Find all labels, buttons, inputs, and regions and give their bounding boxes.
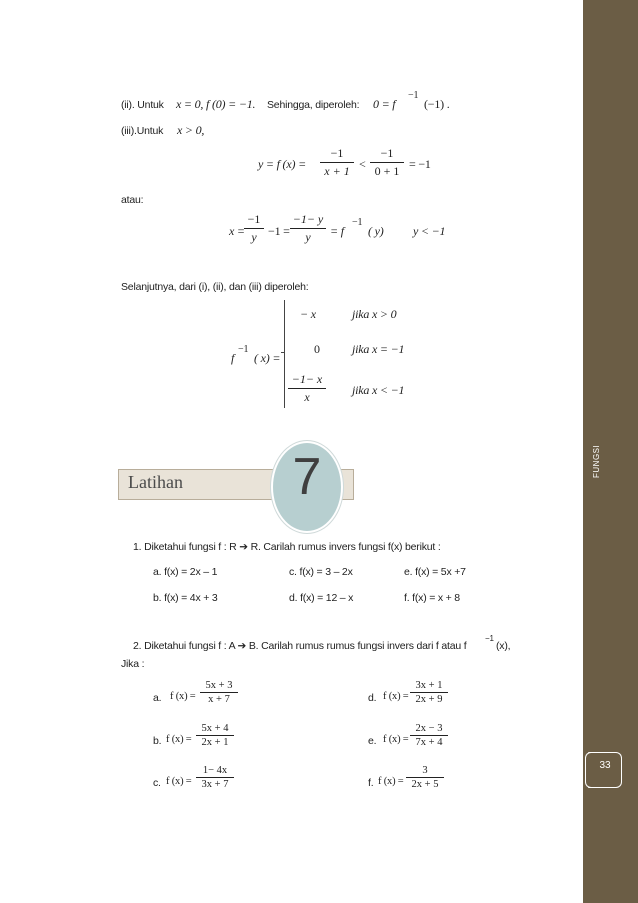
case2-condition: jika x = −1 xyxy=(352,342,405,356)
case3-condition: jika x < −1 xyxy=(352,383,405,397)
q1-item-d: d. f(x) = 12 – x xyxy=(289,592,354,604)
eq2-condition: y < −1 xyxy=(413,224,446,238)
part-ii-result-end: (−1) . xyxy=(424,97,450,111)
fraction-bar xyxy=(200,692,238,693)
eq2-sup: −1 xyxy=(352,217,363,228)
q2-d-den: 2x + 9 xyxy=(415,694,443,705)
q2-text: 2. Diketahui fungsi f : A ➔ B. Carilah rumus rumus fungsi invers dari f atau f xyxy=(133,640,467,652)
q1-item-c: c. f(x) = 3 – 2x xyxy=(289,566,353,578)
q2-b-lhs: f (x) = xyxy=(166,734,192,745)
q2-e-lhs: f (x) = xyxy=(383,734,409,745)
q2-a-den: x + 7 xyxy=(208,694,230,705)
q1-item-e: e. f(x) = 5x +7 xyxy=(404,566,466,578)
fraction-bar xyxy=(244,228,264,229)
fraction-bar xyxy=(290,228,326,229)
conclusion-lhs: f xyxy=(231,351,235,365)
eq2-f1-num: −1 xyxy=(247,212,261,226)
eq1-fraction-2 xyxy=(370,146,404,179)
q2-f-den: 2x + 5 xyxy=(411,779,439,790)
eq2-f1-den: y xyxy=(251,230,257,244)
part-ii-lead: (ii). Untuk xyxy=(121,99,164,111)
q2-e-fraction xyxy=(410,723,448,748)
fraction-bar xyxy=(320,162,354,163)
fraction-bar xyxy=(196,777,234,778)
fraction-bar xyxy=(288,388,326,389)
q2-f-label: f. xyxy=(368,777,374,789)
part-iii-condition: x > 0, xyxy=(177,123,205,137)
eq1-f1-num: −1 xyxy=(330,146,344,160)
eq2-fraction-2 xyxy=(290,212,326,245)
fraction-bar xyxy=(196,735,234,736)
part-ii-sehingga: Sehingga, diperoleh: xyxy=(267,99,360,111)
q2-a-num: 5x + 3 xyxy=(205,680,233,691)
q2-c-fraction xyxy=(196,765,234,790)
case3-num: −1− x xyxy=(291,372,323,386)
eq2-fraction-1 xyxy=(244,212,264,245)
q2-a-fraction xyxy=(200,680,238,705)
piecewise-brace-tip xyxy=(281,352,284,353)
page-number: 33 xyxy=(599,760,611,771)
eq1-rhs: = −1 xyxy=(409,157,431,171)
eq1-lt: < xyxy=(359,157,366,171)
q2-d-label: d. xyxy=(368,692,377,704)
eq2-end: ( y) xyxy=(368,224,384,238)
q2-d-lhs: f (x) = xyxy=(383,691,409,702)
case1-value: − x xyxy=(300,307,316,321)
q2-a-label: a. xyxy=(153,692,162,704)
q2-b-fraction xyxy=(196,723,234,748)
eq2-f2-den: y xyxy=(305,230,311,244)
part-iii-lead: (iii).Untuk xyxy=(121,125,164,137)
q2-jika: Jika : xyxy=(121,658,145,670)
case3-den: x xyxy=(304,390,310,404)
case3-fraction xyxy=(288,372,326,405)
q2-b-den: 2x + 1 xyxy=(201,737,229,748)
part-ii-sup: −1 xyxy=(408,90,419,101)
q2-e-num: 2x − 3 xyxy=(415,723,443,734)
fraction-bar xyxy=(370,162,404,163)
q2-d-num: 3x + 1 xyxy=(415,680,443,691)
conclusion-sup: −1 xyxy=(238,344,249,355)
q2-a-lhs: f (x) = xyxy=(170,691,196,702)
fraction-bar xyxy=(406,777,444,778)
q1-item-b: b. f(x) = 4x + 3 xyxy=(153,592,218,604)
q2-text-end: (x), xyxy=(496,640,511,652)
case2-value: 0 xyxy=(314,342,320,356)
eq2-lhs: x = xyxy=(229,224,245,238)
case1-condition: jika x > 0 xyxy=(352,307,397,321)
eq1-f2-den: 0 + 1 xyxy=(374,164,400,178)
conclusion-lhs-end: ( x) = xyxy=(254,351,281,365)
q2-f-num: 3 xyxy=(422,765,428,776)
q2-f-fraction xyxy=(406,765,444,790)
atau-label: atau: xyxy=(121,194,144,206)
q1-item-f: f. f(x) = x + 8 xyxy=(404,592,460,604)
eq1-f2-num: −1 xyxy=(380,146,394,160)
fraction-bar xyxy=(410,735,448,736)
eq1-lhs: y = f (x) = xyxy=(258,157,306,171)
exercise-number: 7 xyxy=(292,448,322,506)
q2-e-label: e. xyxy=(368,735,377,747)
q2-f-lhs: f (x) = xyxy=(378,776,404,787)
eq2-mid: −1 = xyxy=(268,224,290,238)
q2-c-label: c. xyxy=(153,777,161,789)
chapter-label: FUNGSI xyxy=(592,444,601,478)
q2-c-lhs: f (x) = xyxy=(166,776,192,787)
fraction-bar xyxy=(410,692,448,693)
q2-d-fraction xyxy=(410,680,448,705)
eq2-f2-num: −1− y xyxy=(292,212,324,226)
q2-c-num: 1− 4x xyxy=(202,765,228,776)
q2-sup: −1 xyxy=(485,634,494,643)
eq1-fraction-1 xyxy=(320,146,354,179)
q1-text: 1. Diketahui fungsi f : R ➔ R. Carilah rumus invers fungsi f(x) berikut : xyxy=(133,541,441,553)
q1-item-a: a. f(x) = 2x – 1 xyxy=(153,566,218,578)
part-ii-result: 0 = f xyxy=(373,97,396,111)
eq2-rhs: = f xyxy=(330,224,344,238)
q2-e-den: 7x + 4 xyxy=(415,737,443,748)
q2-b-label: b. xyxy=(153,735,162,747)
q2-c-den: 3x + 7 xyxy=(201,779,229,790)
latihan-title: Latihan xyxy=(128,472,183,492)
conclusion-text: Selanjutnya, dari (i), (ii), dan (iii) diperoleh: xyxy=(121,281,309,293)
eq1-f1-den: x + 1 xyxy=(324,164,350,178)
part-ii-condition: x = 0, f (0) = −1. xyxy=(176,97,256,111)
q2-b-num: 5x + 4 xyxy=(201,723,229,734)
